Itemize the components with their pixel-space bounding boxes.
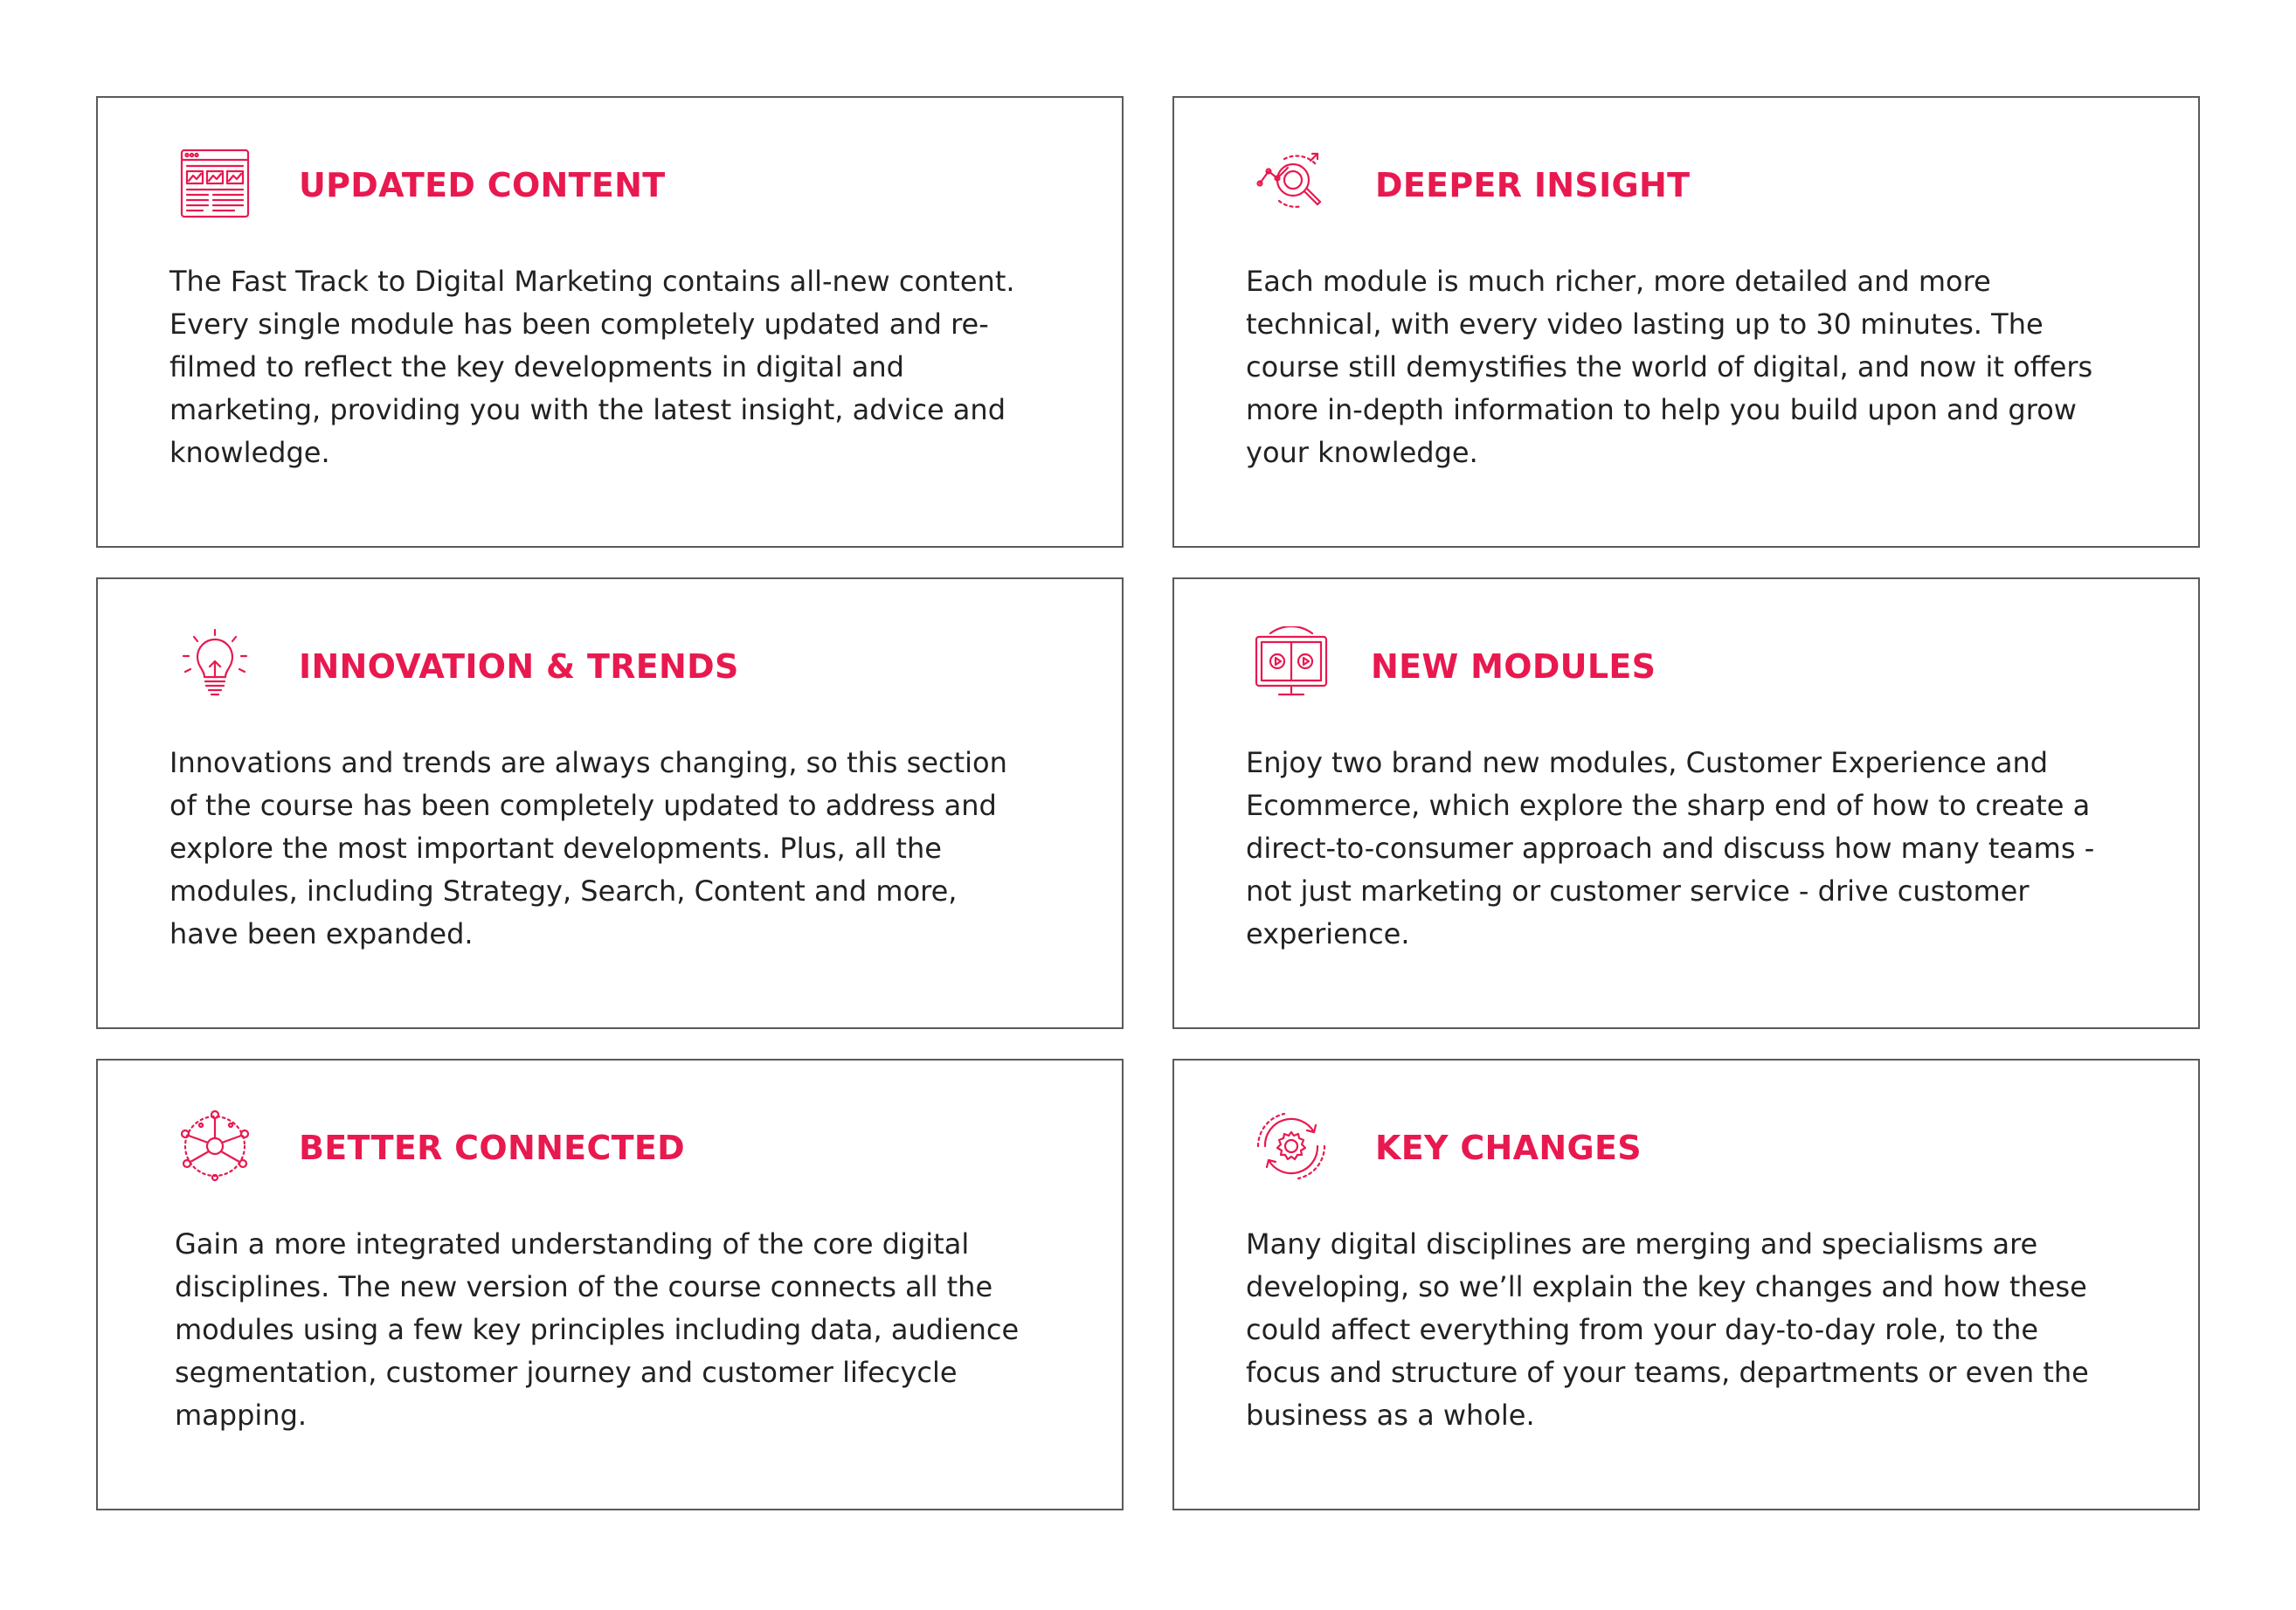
card-body: Enjoy two brand new modules, Customer Experience and Ecommerce, which explore the sharp end of how to create a direct-to-consumer approach and discuss how many teams - not just marketing or customer service - drive customer experience. [1246, 746, 2095, 950]
card-title: INNOVATION & TRENDS [299, 647, 739, 686]
card-title: BETTER CONNECTED [299, 1129, 685, 1167]
feature-card-deeper-insight [1172, 96, 2200, 548]
card-body: Gain a more integrated understanding of the core digital disciplines. The new version of the course connects all the modules using a few key principles including data, audience segmentation, customer journey and customer lifecycle mapping. [175, 1227, 1020, 1432]
card-body: Innovations and trends are always changing, so this section of the course has been completely updated to address and explore the most important developments. Plus, all the modules, including Strategy, Search, Content and more, have been expanded. [169, 746, 1007, 950]
feature-card-innovation-trends [96, 577, 1124, 1029]
card-title: DEEPER INSIGHT [1375, 166, 1691, 204]
feature-card-new-modules [1172, 577, 2200, 1029]
card-body: Many digital disciplines are merging and specialisms are developing, so we’ll explain the key changes and how these could affect everything from your day-to-day role, to the focus and structure of your teams, departments or even the business as a whole. [1246, 1227, 2089, 1432]
network-hub-icon [176, 1108, 253, 1185]
card-title: KEY CHANGES [1375, 1129, 1642, 1167]
card-title: UPDATED CONTENT [299, 166, 666, 204]
browser-window-icon [176, 145, 253, 222]
feature-card-better-connected [96, 1059, 1124, 1510]
card-body: Each module is much richer, more detailed and more technical, with every video lasting up to 30 minutes. The course still demystifies the world of digital, and now it offers more in-depth information to help you build upon and grow your knowledge. [1246, 265, 2093, 469]
lightbulb-icon [176, 626, 253, 703]
magnifier-chart-icon [1253, 145, 1330, 222]
feature-card-key-changes [1172, 1059, 2200, 1510]
feature-card-updated-content [96, 96, 1124, 548]
card-body: The Fast Track to Digital Marketing contains all-new content. Every single module has been completely updated and re-filmed to reflect the key developments in digital and marketing, providing you with the latest insight, advice and knowledge. [169, 265, 1015, 469]
card-title: NEW MODULES [1371, 647, 1656, 686]
video-monitor-icon [1253, 626, 1330, 703]
gear-cycle-icon [1253, 1108, 1330, 1185]
